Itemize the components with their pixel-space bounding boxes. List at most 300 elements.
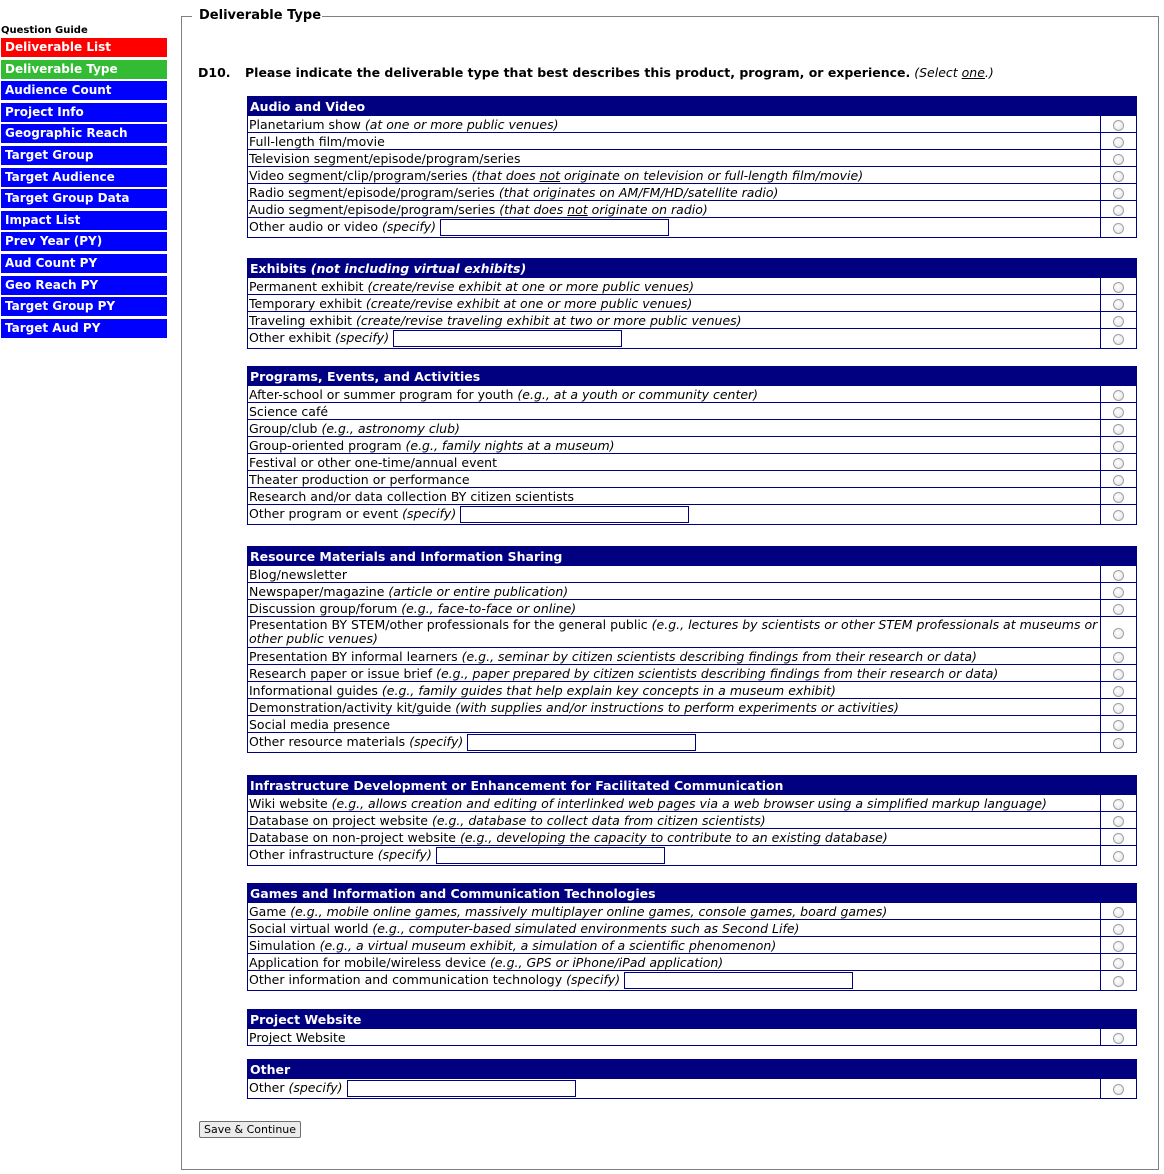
option-label-cell [248,665,1101,681]
option-row [248,647,1136,664]
option-label-cell [248,488,1101,504]
sidebar-item-target-group[interactable]: Target Group [1,146,167,165]
option-label-cell [248,795,1101,811]
sidebar-item-impact-list[interactable]: Impact List [1,211,167,230]
option-label: Social media presence [249,717,391,732]
option-hint: (specify) [409,734,464,749]
specify-input[interactable] [347,1080,576,1097]
sidebar-item-target-group-data[interactable]: Target Group Data [1,189,167,208]
option-label-cell [248,566,1101,582]
option-row [248,681,1136,698]
radio-cell [1101,600,1136,616]
option-radio[interactable] [1113,907,1124,918]
option-label: Newspaper/magazine [249,584,385,599]
section-title: Exhibits [250,261,311,276]
option-text [249,116,558,132]
radio-cell [1101,403,1136,419]
option-row [248,953,1136,970]
option-hint: (e.g., allows creation and editing of interlinked web pages via a web browser using a simplified markup language) [331,796,1047,811]
option-radio[interactable] [1113,424,1124,435]
option-radio[interactable] [1113,720,1124,731]
radio-cell [1101,386,1136,402]
option-row [248,311,1136,328]
radio-cell [1101,937,1136,953]
option-radio[interactable] [1113,976,1124,987]
radio-cell [1101,150,1136,166]
specify-input[interactable] [436,847,665,864]
option-hint: (specify) [288,1080,343,1095]
sidebar-item-target-audience[interactable]: Target Audience [1,168,167,187]
option-row [248,487,1136,504]
section-exhibits [247,258,1137,349]
option-label: Theater production or performance [249,472,470,487]
radio-cell [1101,295,1136,311]
section-resource-materials-and-information-sharing [247,546,1137,753]
option-label-cell [248,278,1101,294]
option-hint: (e.g., face-to-face or online) [401,601,577,616]
option-hint: (e.g., mobile online games, massively multiplayer online games, console games, board games) [290,904,888,919]
option-hint: originate on television or full-length film/movie) [560,168,864,183]
option-label: Video segment/clip/program/series [249,168,468,183]
radio-cell [1101,971,1136,990]
option-text [249,648,977,664]
section-header [248,547,1136,565]
radio-cell [1101,184,1136,200]
option-label-cell [248,386,1101,402]
section-title: Games and Information and Communication Technologies [250,886,656,901]
option-hint: (specify) [566,972,621,987]
option-radio[interactable] [1113,851,1124,862]
option-row [248,811,1136,828]
option-text [249,201,708,217]
option-label: Demonstration/activity kit/guide [249,700,452,715]
option-hint: (create/revise traveling exhibit at two or more public venues) [356,313,742,328]
option-label: Science café [249,404,329,419]
question-prompt [198,65,994,80]
option-label-cell [248,201,1101,217]
option-hint: (e.g., computer-based simulated environments such as Second Life) [372,921,800,936]
option-text [249,488,574,504]
radio-cell [1101,617,1136,647]
radio-cell [1101,278,1136,294]
option-row [248,328,1136,348]
option-text [249,329,389,346]
option-label: Planetarium show [249,117,361,132]
option-hint: (at one or more public venues) [364,117,559,132]
option-hint-emphasis: not [539,168,561,183]
specify-input[interactable] [624,972,853,989]
option-row [248,616,1136,647]
option-radio[interactable] [1113,799,1124,810]
sidebar-item-target-group-py[interactable]: Target Group PY [1,297,167,316]
option-label-cell [248,184,1101,200]
sidebar-item-prev-year-py[interactable]: Prev Year (PY) [1,232,167,251]
option-radio[interactable] [1113,587,1124,598]
option-radio[interactable] [1113,171,1124,182]
section-header [248,1060,1136,1078]
radio-cell [1101,566,1136,582]
radio-cell [1101,167,1136,183]
option-label-cell [248,312,1101,328]
option-text [249,920,799,936]
option-hint: originate on radio) [587,202,708,217]
radio-cell [1101,1029,1136,1045]
question-note-prefix: (Select [914,65,962,80]
option-radio[interactable] [1113,510,1124,521]
option-label-cell [248,812,1101,828]
option-radio[interactable] [1113,492,1124,503]
question-note-emphasis: one [961,65,985,80]
option-label-cell [248,505,1101,524]
option-text [249,1029,346,1045]
option-hint: (e.g., lectures by scientists or other STEM professionals at museums or other public venues) [249,617,1098,646]
sidebar-item-project-info[interactable]: Project Info [1,103,167,122]
option-text [249,420,460,436]
option-radio[interactable] [1113,154,1124,165]
option-label-cell [248,329,1101,348]
option-label-cell [248,116,1101,132]
option-text [249,618,1100,646]
option-row [248,698,1136,715]
option-row [248,1028,1136,1045]
option-radio[interactable] [1113,686,1124,697]
option-label: Other audio or video [249,219,378,234]
radio-cell [1101,699,1136,715]
option-radio[interactable] [1113,390,1124,401]
option-radio[interactable] [1113,334,1124,345]
option-label: Audio segment/episode/program/series [249,202,496,217]
option-hint: (e.g., developing the capacity to contribute to an existing database) [459,830,888,845]
option-label-cell [248,716,1101,732]
option-radio[interactable] [1113,223,1124,234]
radio-cell [1101,812,1136,828]
option-label-cell [248,420,1101,436]
option-row [248,115,1136,132]
option-text [249,312,742,328]
option-text [249,150,520,166]
option-radio[interactable] [1113,958,1124,969]
radio-cell [1101,218,1136,237]
option-row [248,582,1136,599]
option-label-cell [248,583,1101,599]
radio-cell [1101,954,1136,970]
option-label-cell [248,471,1101,487]
option-label-cell [248,846,1101,865]
option-radio[interactable] [1113,299,1124,310]
option-label: Permanent exhibit [249,279,364,294]
radio-cell [1101,795,1136,811]
option-label: Full-length film/movie [249,134,385,149]
option-text [249,937,776,953]
sidebar-item-aud-count-py[interactable]: Aud Count PY [1,254,167,273]
option-label-cell [248,1079,1101,1098]
option-label: Database on project website [249,813,428,828]
radio-cell [1101,437,1136,453]
radio-cell [1101,583,1136,599]
radio-cell [1101,665,1136,681]
option-text [249,699,899,715]
option-row [248,294,1136,311]
question-guide-sidebar [1,25,167,340]
option-label-cell [248,600,1101,616]
option-hint: (specify) [381,219,437,234]
option-row [248,402,1136,419]
question-guide-nav [1,38,167,338]
option-text [249,812,766,828]
section-other [247,1059,1137,1099]
option-row [248,183,1136,200]
option-radio[interactable] [1113,924,1124,935]
question-number: D10. [198,65,231,80]
option-label: Presentation BY STEM/other professionals for the general public [249,617,648,632]
option-row [248,565,1136,582]
option-radio[interactable] [1113,205,1124,216]
option-row [248,200,1136,217]
option-row [248,149,1136,166]
option-text [249,1079,343,1096]
option-label-cell [248,903,1101,919]
radio-cell [1101,420,1136,436]
option-row [248,436,1136,453]
option-text [249,454,497,470]
option-hint: (article or entire publication) [388,584,569,599]
option-radio[interactable] [1113,316,1124,327]
option-label: Presentation BY informal learners [249,649,458,664]
radio-cell [1101,903,1136,919]
option-label: Group/club [249,421,318,436]
option-text [249,218,436,235]
option-label-cell [248,167,1101,183]
option-radio[interactable] [1113,1033,1124,1044]
option-row [248,828,1136,845]
section-header [248,367,1136,385]
option-hint: (e.g., astronomy club) [321,421,460,436]
fieldset-legend: Deliverable Type [199,8,322,23]
option-row [248,902,1136,919]
section-title: Programs, Events, and Activities [250,369,481,384]
radio-cell [1101,454,1136,470]
option-text [249,795,1047,811]
option-row [248,166,1136,183]
option-label-cell [248,133,1101,149]
option-row [248,715,1136,732]
option-radio[interactable] [1113,1084,1124,1095]
sidebar-item-deliverable-type[interactable]: Deliverable Type [1,60,167,79]
question-text: Please indicate the deliverable type that best describes this product, program, or experience. [245,65,911,80]
radio-cell [1101,920,1136,936]
option-row [248,664,1136,681]
option-row [248,732,1136,752]
radio-cell [1101,329,1136,348]
option-label: Research paper or issue brief [249,666,433,681]
option-radio[interactable] [1113,816,1124,827]
option-hint: (specify) [335,330,390,345]
option-hint: (e.g., seminar by citizen scientists describing findings from their research or data) [461,649,977,664]
option-row [248,217,1136,237]
sidebar-item-geographic-reach[interactable]: Geographic Reach [1,124,167,143]
option-label: After-school or summer program for youth [249,387,514,402]
option-row [248,277,1136,294]
specify-input[interactable] [467,734,696,751]
option-row [248,845,1136,865]
option-hint: (that originates on AM/FM/HD/satellite radio) [498,185,779,200]
option-text [249,295,692,311]
option-row [248,453,1136,470]
option-hint: (specify) [402,506,457,521]
option-label: Temporary exhibit [249,296,362,311]
option-label-cell [248,617,1101,647]
radio-cell [1101,471,1136,487]
sidebar-item-deliverable-list[interactable]: Deliverable List [1,38,167,57]
option-label-cell [248,295,1101,311]
option-radio[interactable] [1113,282,1124,293]
option-hint: (that does [471,168,540,183]
option-hint: (e.g., GPS or iPhone/iPad application) [490,955,724,970]
option-hint: (specify) [377,847,432,862]
option-hint: (with supplies and/or instructions to perform experiments or activities) [455,700,899,715]
option-row [248,470,1136,487]
section-games-and-information-and-communication-technologies [247,883,1137,991]
specify-input[interactable] [440,219,669,236]
radio-cell [1101,733,1136,752]
option-text [249,386,758,402]
option-hint: (e.g., at a youth or community center) [517,387,759,402]
question-note-suffix: .) [984,65,994,80]
sidebar-item-target-aud-py[interactable]: Target Aud PY [1,319,167,338]
option-label-cell [248,920,1101,936]
option-label: Blog/newsletter [249,567,347,582]
option-label: Project Website [249,1030,346,1045]
option-label: Traveling exhibit [249,313,353,328]
option-label-cell [248,829,1101,845]
option-text [249,167,863,183]
option-label-cell [248,682,1101,698]
option-radio[interactable] [1113,407,1124,418]
sidebar-item-audience-count[interactable]: Audience Count [1,81,167,100]
option-label-cell [248,954,1101,970]
section-header [248,97,1136,115]
option-label: Other information and communication technology [249,972,563,987]
specify-input[interactable] [460,506,689,523]
option-text [249,133,385,149]
option-label: Wiki website [249,796,328,811]
option-label: Television segment/episode/program/series [249,151,521,166]
option-label-cell [248,403,1101,419]
option-radio[interactable] [1113,703,1124,714]
option-text [249,566,347,582]
option-row [248,419,1136,436]
option-radio[interactable] [1113,738,1124,749]
option-label: Other [249,1080,285,1095]
section-header [248,259,1136,277]
option-hint: (e.g., database to collect data from citizen scientists) [431,813,766,828]
option-radio[interactable] [1113,441,1124,452]
option-radio[interactable] [1113,137,1124,148]
option-row [248,1078,1136,1098]
section-infrastructure-development-or-enhancement-for-facilitated-communication [247,775,1137,866]
section-title: Project Website [250,1012,362,1027]
option-text [249,971,620,988]
section-audio-and-video [247,96,1137,238]
option-text [249,682,836,698]
section-programs-events-and-activities [247,366,1137,525]
save-continue-button[interactable]: Save & Continue [199,1121,301,1138]
option-radio[interactable] [1113,941,1124,952]
fieldset-border [182,16,192,17]
option-hint: (e.g., paper prepared by citizen scientists describing findings from their research or data) [436,666,999,681]
option-label: Group-oriented program [249,438,402,453]
option-text [249,505,456,522]
option-label: Other infrastructure [249,847,374,862]
option-hint: (e.g., family nights at a museum) [405,438,615,453]
option-text [249,665,998,681]
option-row [248,919,1136,936]
option-hint: (create/revise exhibit at one or more public venues) [365,296,693,311]
option-label: Discussion group/forum [249,601,398,616]
radio-cell [1101,1079,1136,1098]
option-text [249,954,723,970]
option-row [248,794,1136,811]
option-radio[interactable] [1113,604,1124,615]
option-radio[interactable] [1113,669,1124,680]
option-label-cell [248,437,1101,453]
radio-cell [1101,116,1136,132]
option-hint: (that does [499,202,568,217]
option-radio[interactable] [1113,120,1124,131]
radio-cell [1101,312,1136,328]
option-text [249,471,470,487]
specify-input[interactable] [393,330,622,347]
option-label-cell [248,937,1101,953]
option-radio[interactable] [1113,188,1124,199]
option-text [249,846,432,863]
option-radio[interactable] [1113,652,1124,663]
option-text [249,600,576,616]
radio-cell [1101,682,1136,698]
question-note [914,65,994,80]
option-label-cell [248,1029,1101,1045]
option-radio[interactable] [1113,475,1124,486]
option-row [248,970,1136,990]
option-text [249,733,463,750]
option-row [248,385,1136,402]
option-label: Other exhibit [249,330,332,345]
section-title: Infrastructure Development or Enhancement for Facilitated Communication [250,778,784,793]
option-radio[interactable] [1113,833,1124,844]
option-label: Application for mobile/wireless device [249,955,487,970]
section-project-website [247,1009,1137,1046]
section-header [248,884,1136,902]
option-radio[interactable] [1113,628,1124,639]
option-row [248,936,1136,953]
option-row [248,599,1136,616]
option-label: Social virtual world [249,921,369,936]
option-radio[interactable] [1113,458,1124,469]
option-hint-emphasis: not [567,202,588,217]
option-label-cell [248,218,1101,237]
option-label: Radio segment/episode/program/series [249,185,495,200]
sidebar-item-geo-reach-py[interactable]: Geo Reach PY [1,276,167,295]
option-radio[interactable] [1113,570,1124,581]
radio-cell [1101,846,1136,865]
option-text [249,184,778,200]
radio-cell [1101,133,1136,149]
option-label-cell [248,454,1101,470]
option-row [248,132,1136,149]
section-header [248,1010,1136,1028]
option-text [249,278,694,294]
radio-cell [1101,505,1136,524]
